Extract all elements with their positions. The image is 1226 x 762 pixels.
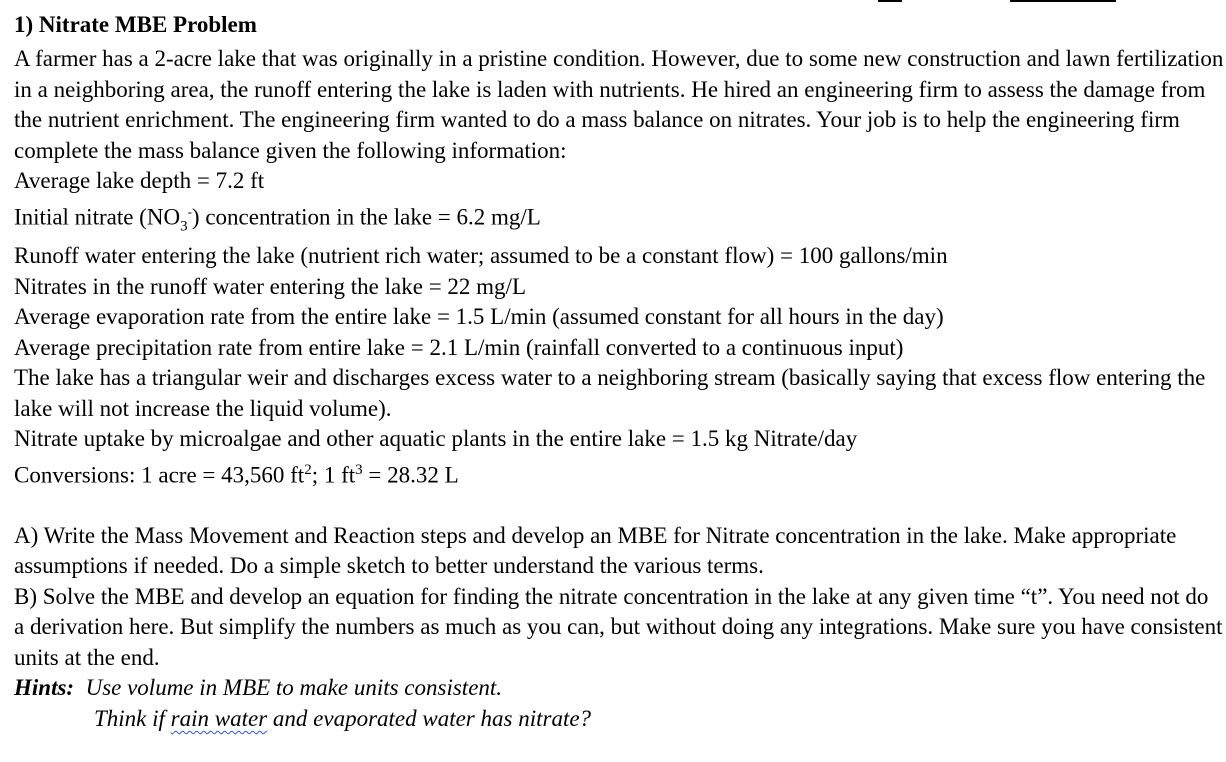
conversion-ft: ; 1 ft: [311, 462, 356, 488]
cubed-superscript: 3: [355, 461, 363, 478]
hints-line-2: [14, 704, 1224, 735]
given-uptake: Nitrate uptake by microalgae and other aquatic plants in the entire lake = 1.5 kg Nitrate/day: [14, 426, 858, 452]
hint-1: Use volume in MBE to make units consistent.: [85, 675, 503, 701]
problem-title: 1) Nitrate MBE Problem: [14, 12, 257, 37]
document-page: [14, 10, 1224, 734]
given-nitrates-runoff: Nitrates in the runoff water entering the lake = 22 mg/L: [14, 273, 526, 299]
given-initial-nitrate: [14, 197, 1224, 242]
spacer: [14, 491, 1224, 521]
hint-2-post: and evaporated water has nitrate?: [267, 705, 592, 731]
hint-2-pre: Think if: [94, 705, 171, 731]
given-conversions: [14, 455, 1224, 491]
top-rule-long: [1010, 0, 1116, 2]
conversion-acre: Conversions: 1 acre = 43,560 ft: [14, 462, 305, 488]
initial-nitrate-value: ) concentration in the lake = 6.2 mg/L: [191, 204, 541, 230]
rain-water-spellcheck[interactable]: rain water: [170, 705, 268, 731]
hints-label: Hints:: [14, 675, 75, 701]
given-depth: Average lake depth = 7.2 ft: [14, 168, 265, 193]
given-runoff: Runoff water entering the lake (nutrient rich water; assumed to be a constant flow) = 100 gallons/min: [14, 243, 948, 269]
hints-line-1: [14, 673, 1224, 704]
conversion-liters: = 28.32 L: [362, 462, 459, 488]
given-weir: The lake has a triangular weir and discharges excess water to a neighboring stream (basically saying that excess flow entering the lake will not increase the liquid volume).: [14, 365, 1206, 421]
intro-paragraph: A farmer has a 2-acre lake that was originally in a pristine condition. However, due to some new construction and lawn fertilization in a neighboring area, the runoff entering the lake is laden with nutrients. He hired an engineering firm to assess the damage from the nutrient enrichment. The engineering firm wanted to do a mass balance on nitrates. Your job is to help the engineering firm complete the mass balance given the following information:: [14, 46, 1224, 163]
part-b: B) Solve the MBE and develop an equation for finding the nitrate concentration in the lake at any given time “t”. You need not do a derivation here. But simplify the numbers as much as you can, but without doing any integrations. Make sure you have consistent units at the end.: [14, 583, 1223, 670]
part-a: A) Write the Mass Movement and Reaction steps and develop an MBE for Nitrate concentration in the lake. Make appropriate assumptions if needed. Do a simple sketch to better understand the various terms.: [14, 522, 1177, 579]
given-evaporation: Average evaporation rate from the entire lake = 1.5 L/min (assumed constant for all hours in the day): [14, 304, 944, 330]
given-precipitation: Average precipitation rate from entire lake = 2.1 L/min (rainfall converted to a continuous input): [14, 334, 904, 360]
squared-superscript: 2: [304, 461, 312, 478]
nitrate-subscript: 3: [180, 217, 188, 234]
nitrate-superscript: -: [187, 203, 192, 219]
initial-nitrate-text: Initial nitrate (NO: [14, 204, 181, 230]
top-rule-short: [878, 0, 902, 2]
